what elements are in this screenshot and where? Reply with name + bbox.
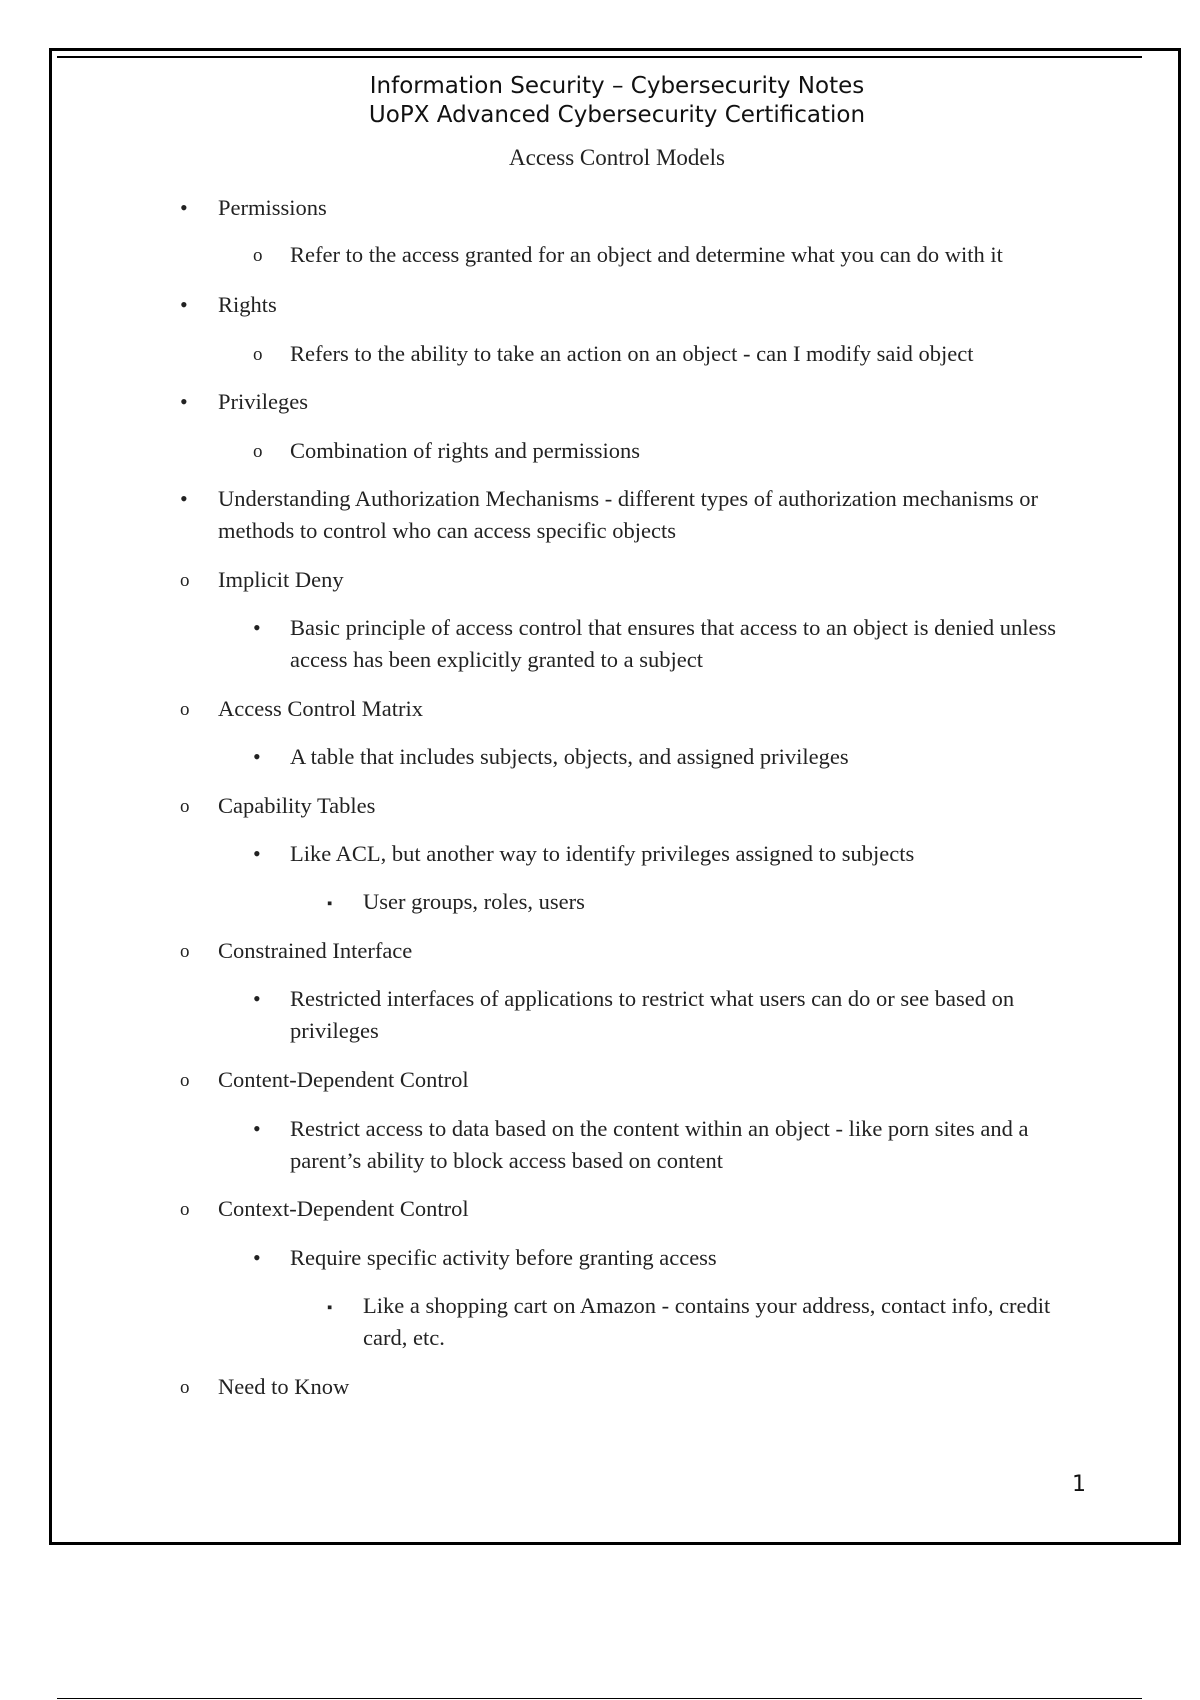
list-item-text: Refers to the ability to take an action on an object - can I modify said object (290, 341, 974, 366)
list-item-text: Implicit Deny (218, 567, 344, 592)
list-item (180, 693, 1098, 725)
bullet-marker: • (253, 1245, 261, 1270)
list-item (180, 564, 1098, 596)
list-item (327, 1290, 1063, 1354)
list-item (180, 790, 1098, 822)
list-item (180, 386, 1098, 418)
circle-marker: o (180, 1070, 190, 1091)
list-item (253, 612, 1090, 676)
header-rule (57, 56, 1142, 58)
list-item (253, 338, 1100, 370)
list-item-text: Like ACL, but another way to identify privileges assigned to subjects (290, 841, 915, 866)
circle-marker: o (253, 441, 263, 462)
list-item (180, 1193, 1098, 1225)
list-item (180, 192, 1098, 224)
bullet-marker: • (180, 292, 188, 317)
list-item-text: User groups, roles, users (363, 889, 585, 914)
list-item (253, 1242, 1100, 1274)
list-item-text: Context-Dependent Control (218, 1196, 469, 1221)
list-item-text: Restricted interfaces of applications to restrict what users can do or see based on privileges (290, 986, 1015, 1043)
list-item (180, 1371, 1098, 1403)
header-line-2: UoPX Advanced Cybersecurity Certification (368, 102, 866, 128)
bullet-marker: • (180, 389, 188, 414)
list-item (327, 886, 1103, 918)
square-marker: ▪ (327, 896, 333, 912)
list-item-text: Require specific activity before granting access (290, 1245, 717, 1270)
list-item-text: Need to Know (218, 1374, 350, 1399)
list-item-text: Understanding Authorization Mechanisms - different types of authorization mechanisms or methods to control who can access specific objects (218, 486, 1039, 543)
bullet-marker: • (253, 986, 261, 1011)
circle-marker: o (180, 796, 190, 817)
list-item-text: Privileges (218, 389, 308, 414)
circle-marker: o (180, 1377, 190, 1398)
list-item (180, 935, 1098, 967)
list-item-text: Capability Tables (218, 793, 376, 818)
list-item (253, 838, 1100, 870)
list-item-text: Permissions (218, 195, 327, 220)
header-line-1: Information Security – Cybersecurity Notes (369, 73, 865, 99)
list-item-text: Basic principle of access control that ensures that access to an object is denied unless access has been explicitly granted to a subject (290, 615, 1056, 672)
circle-marker: o (180, 941, 190, 962)
list-item-text: Rights (218, 292, 277, 317)
list-item (180, 483, 1098, 547)
list-item (180, 289, 1098, 321)
circle-marker: o (180, 570, 190, 591)
list-item-text: A table that includes subjects, objects, and assigned privileges (290, 744, 849, 769)
bullet-marker: • (180, 486, 188, 511)
list-item-text: Like a shopping cart on Amazon - contains your address, contact info, credit card, etc. (363, 1293, 1051, 1350)
list-item-text: Refer to the access granted for an object and determine what you can do with it (290, 242, 1003, 267)
bullet-marker: • (253, 1116, 261, 1141)
next-page-rule (57, 1698, 1142, 1699)
circle-marker: o (180, 1199, 190, 1220)
bullet-marker: • (253, 744, 261, 769)
list-item (253, 741, 1100, 773)
list-item (253, 1113, 1100, 1177)
document-header (0, 72, 1200, 130)
square-marker: ▪ (327, 1300, 333, 1316)
list-item-text: Combination of rights and permissions (290, 438, 640, 463)
list-item (253, 435, 1100, 467)
list-item (180, 1064, 1098, 1096)
list-item (253, 983, 1100, 1047)
list-item-text: Access Control Matrix (218, 696, 423, 721)
list-item (253, 239, 1100, 271)
bullet-marker: • (253, 615, 261, 640)
bullet-marker: • (253, 841, 261, 866)
circle-marker: o (253, 245, 263, 266)
list-item-text: Constrained Interface (218, 938, 413, 963)
circle-marker: o (253, 344, 263, 365)
list-item-text: Restrict access to data based on the content within an object - like porn sites and a parent’s ability to block access based on content (290, 1116, 1029, 1173)
circle-marker: o (180, 699, 190, 720)
list-item-text: Content-Dependent Control (218, 1067, 469, 1092)
page-number: 1 (1072, 1472, 1086, 1497)
bullet-marker: • (180, 195, 188, 220)
page-title: Access Control Models (509, 145, 725, 170)
